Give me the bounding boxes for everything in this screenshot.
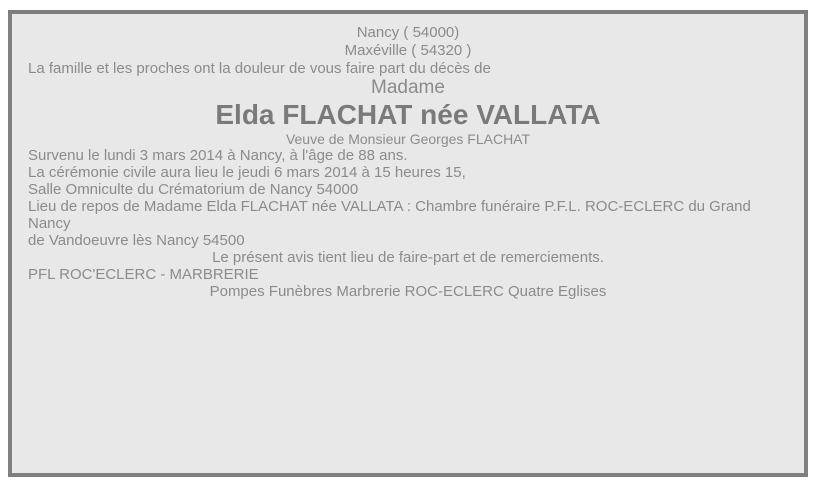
repose-line-2: de Vandoeuvre lès Nancy 54500 [28, 232, 245, 249]
closing-text: Le présent avis tient lieu de faire-part et de remerciements. [212, 249, 604, 266]
death-info-text: Survenu le lundi 3 mars 2014 à Nancy, à l'âge de 88 ans. [28, 147, 408, 164]
repose-line-1: Lieu de repos de Madame Elda FLACHAT née VALLATA : Chambre funéraire P.F.L. ROC-ECLERC du Grand Nancy [28, 198, 751, 232]
relation-text: Veuve de Monsieur Georges FLACHAT [285, 131, 531, 147]
death-notice-card [8, 10, 808, 477]
funeral-home-text: PFL ROC'ECLERC - MARBRERIE [28, 266, 259, 283]
repose-block [28, 198, 788, 249]
footer-text: Pompes Funèbres Marbrerie ROC-ECLERC Quatre Eglises [209, 283, 607, 300]
intro-text: La famille et les proches ont la douleur de vous faire part du décès de [28, 60, 491, 77]
ceremony-line-2: Salle Omniculte du Crématorium de Nancy 54000 [28, 181, 359, 198]
location-line-1: Nancy ( 54000) [356, 24, 460, 41]
ceremony-line-1: La cérémonie civile aura lieu le jeudi 6 mars 2014 à 15 heures 15, [28, 164, 466, 181]
location-line-2: Maxéville ( 54320 ) [344, 42, 472, 59]
salutation-text: Madame [371, 77, 445, 98]
ceremony-block [28, 164, 788, 198]
deceased-name-heading: Elda FLACHAT née VALLATA [215, 99, 601, 130]
locations-block [28, 24, 788, 60]
